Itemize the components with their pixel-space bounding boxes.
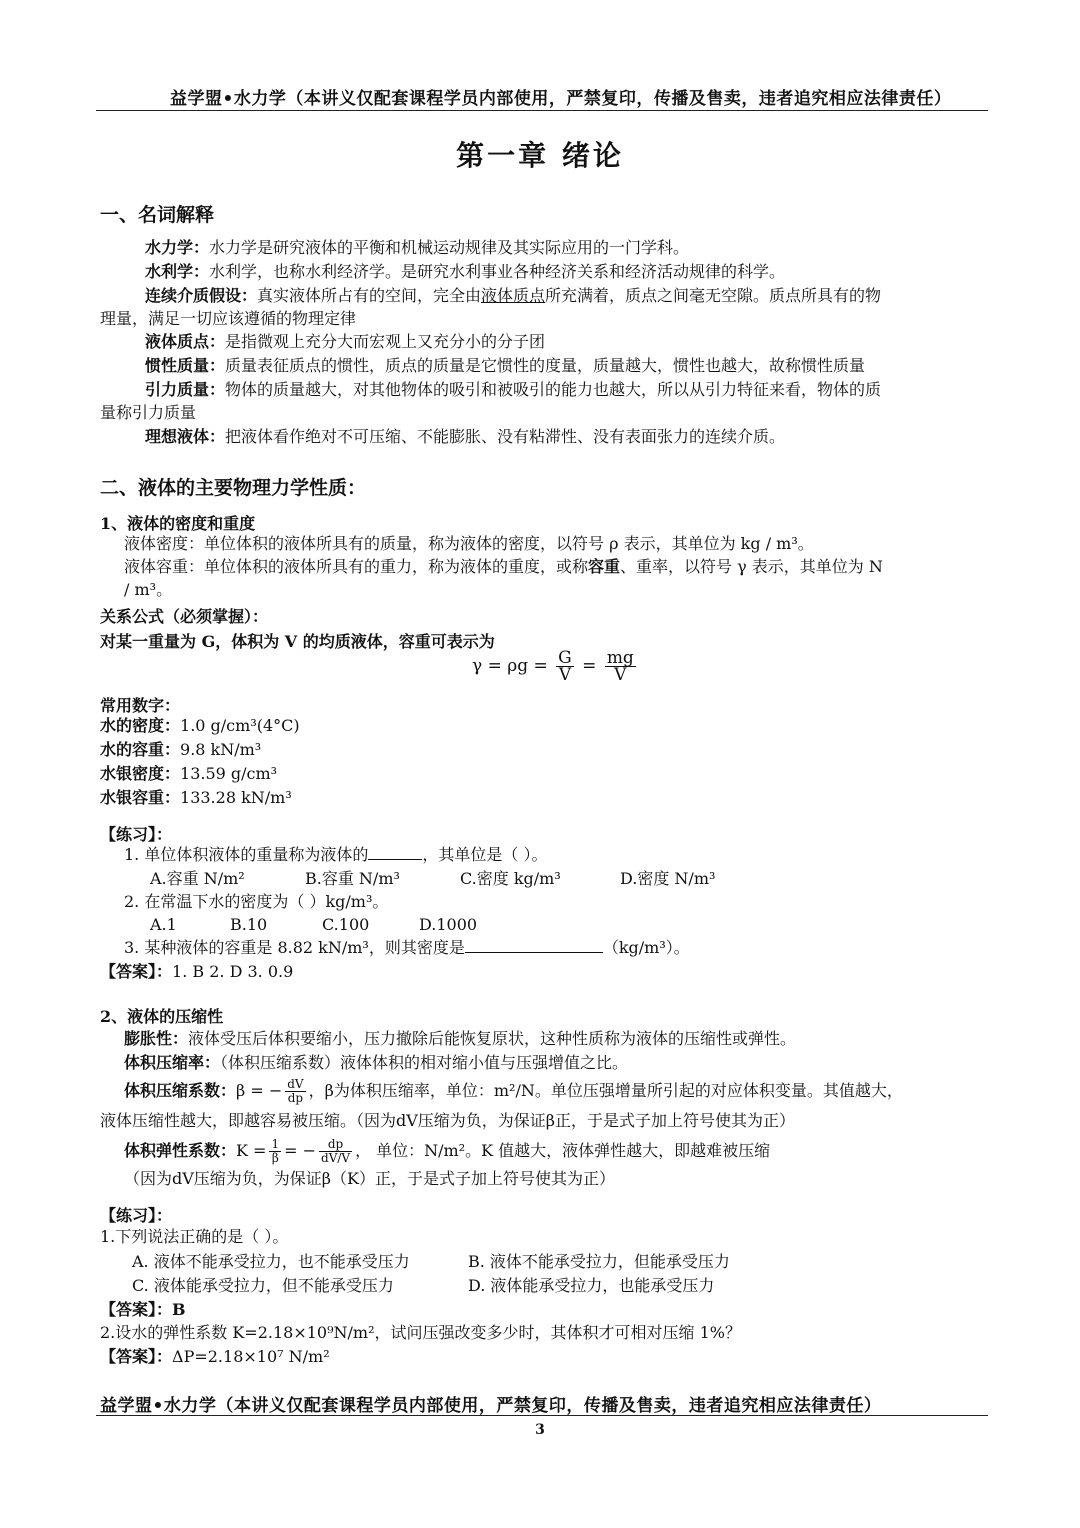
practice1-q3: 3. 某种液体的容重是 8.82 kN/m³，则其密度是 （kg/m³）。 bbox=[124, 938, 690, 957]
practice2-answer1: 【答案】：B bbox=[100, 1300, 186, 1319]
footer-rule bbox=[96, 1415, 988, 1416]
common-mercury-density: 水银密度：13.59 g/cm³ bbox=[100, 764, 278, 783]
practice2-q1: 1.下列说法正确的是（ ）。 bbox=[100, 1227, 289, 1246]
sub2-heading: 2、液体的压缩性 bbox=[100, 1007, 224, 1026]
section2-heading: 二、液体的主要物理力学性质： bbox=[100, 477, 367, 499]
elastic-coef-def: 体积弹性系数：K = $\frac{1}{\beta}$ = − $\frac{dp}{dV/V}$ ， 单位：N/m²。K 值越大，液体弹性越大，即越难被压缩 bbox=[124, 1137, 771, 1165]
term-gravitational-mass-cont: 量称引力质量 bbox=[100, 403, 197, 422]
practice1-q2-options: A.1 B.10 C.100 D.1000 bbox=[150, 915, 478, 934]
compress-coef-def: 体积压缩系数：β = − $\frac{dV}{dp}$ ，β为体积压缩率，单位：m²/N。单位压强增量所引起的对应体积变量。其值越大， bbox=[124, 1077, 903, 1105]
section1-heading: 一、名词解释 bbox=[100, 204, 215, 226]
term-inertial-mass: 惯性质量：质量表征质点的惯性，质点的质量是它惯性的度量，质量越大，惯性也越大，故称惯性质量 bbox=[145, 356, 866, 375]
common-numbers-title: 常用数字： bbox=[100, 696, 181, 715]
term-water-economics: 水利学：水利学，也称水利经济学。是研究水利事业各种经济关系和经济活动规律的科学。 bbox=[145, 262, 786, 281]
common-mercury-weight: 水银容重：133.28 kN/m³ bbox=[100, 788, 292, 807]
compress-coef-cont: 液体压缩性越大，即越容易被压缩。（因为dV压缩为负，为保证β正，于是式子加上符号使其为正） bbox=[100, 1111, 796, 1130]
page-number: 3 bbox=[535, 1422, 545, 1438]
weight-def: 液体容重：单位体积的液体所具有的重力，称为液体的重度，或称容重、重率，以符号 γ 表示，其单位为 N bbox=[124, 557, 883, 576]
term-continuum: 连续介质假设：真实液体所占有的空间，完全由液体质点所充满着，质点之间毫无空隙。质点所具有的物 bbox=[145, 286, 882, 305]
practice1-q1-options: A.容重 N/m² B.容重 N/m³ C.密度 kg/m³ D.密度 N/m³ bbox=[150, 869, 716, 888]
practice1-q2: 2. 在常温下水的密度为（ ）kg/m³。 bbox=[124, 892, 389, 911]
term-particle: 液体质点：是指微观上充分大而宏观上又充分小的分子团 bbox=[145, 332, 546, 351]
term-gravitational-mass: 引力质量：物体的质量越大，对其他物体的吸引和被吸引的能力也越大，所以从引力特征来看，物体的质 bbox=[145, 380, 882, 399]
sub1-heading: 1、液体的密度和重度 bbox=[100, 514, 256, 533]
footer-notice: 益学盟•水力学（本讲义仅配套课程学员内部使用，严禁复印，传播及售卖，违者追究相应法律责任） bbox=[100, 1396, 882, 1416]
practice2-q1-options-cd: C. 液体能承受拉力，但不能承受压力 D. 液体能承受拉力，也能承受压力 bbox=[132, 1276, 715, 1295]
term-hydraulics: 水力学：水力学是研究液体的平衡和机械运动规律及其实际应用的一门学科。 bbox=[145, 238, 690, 257]
practice2-title: 【练习】： bbox=[100, 1206, 173, 1225]
header-notice: 益学盟•水力学（本讲义仅配套课程学员内部使用，严禁复印，传播及售卖，违者追究相应法律责任） bbox=[170, 89, 952, 109]
elastic-coef-cont: （因为dV压缩为负，为保证β（K）正，于是式子加上符号使其为正） bbox=[124, 1169, 616, 1188]
practice2-q2: 2.设水的弹性系数 K=2.18×10⁹N/m²，试问压强改变多少时，其体积才可相对压缩 1%？ bbox=[100, 1323, 741, 1342]
term-continuum-cont: 理量，满足一切应该遵循的物理定律 bbox=[100, 309, 357, 328]
common-water-weight: 水的容重：9.8 kN/m³ bbox=[100, 740, 262, 759]
term-ideal-liquid: 理想液体：把液体看作绝对不可压缩、不能膨胀、没有粘滞性、没有表面张力的连续介质。 bbox=[145, 427, 786, 446]
practice2-answer2: 【答案】：ΔP=2.18×10⁷ N/m² bbox=[100, 1347, 330, 1366]
compress-rate-def: 体积压缩率：（体积压缩系数）液体体积的相对缩小值与压强增值之比。 bbox=[124, 1053, 629, 1072]
specific-weight-formula: γ = ρg = $\frac{G}{V}$ = $\frac{mg}{V}$ bbox=[472, 648, 634, 685]
practice1-title: 【练习】： bbox=[100, 825, 173, 844]
practice1-q1: 1. 单位体积液体的重量称为液体的 ，其单位是（ ）。 bbox=[124, 845, 548, 864]
practice2-q1-options-ab: A. 液体不能承受拉力，也不能承受压力 B. 液体不能承受拉力，但能承受压力 bbox=[132, 1252, 730, 1271]
weight-def-cont: / m³。 bbox=[124, 580, 173, 599]
relation-title: 关系公式（必须掌握）： bbox=[100, 607, 269, 626]
header-rule bbox=[96, 110, 988, 111]
answer-blank bbox=[368, 845, 422, 860]
density-def: 液体密度：单位体积的液体所具有的质量，称为液体的密度，以符号 ρ 表示，其单位为 kg / m³。 bbox=[124, 534, 814, 553]
answer-blank bbox=[465, 938, 603, 953]
chapter-title: 第一章 绪论 bbox=[456, 139, 624, 172]
practice1-answer: 【答案】：1. B 2. D 3. 0.9 bbox=[100, 962, 294, 981]
expansion-def: 膨胀性：液体受压后体积要缩小，压力撤除后能恢复原状，这种性质称为液体的压缩性或弹性。 bbox=[124, 1029, 797, 1048]
relation-desc: 对某一重量为 G，体积为 V 的均质液体，容重可表示为 bbox=[100, 632, 495, 651]
common-water-density: 水的密度：1.0 g/cm³(4°C) bbox=[100, 716, 300, 735]
